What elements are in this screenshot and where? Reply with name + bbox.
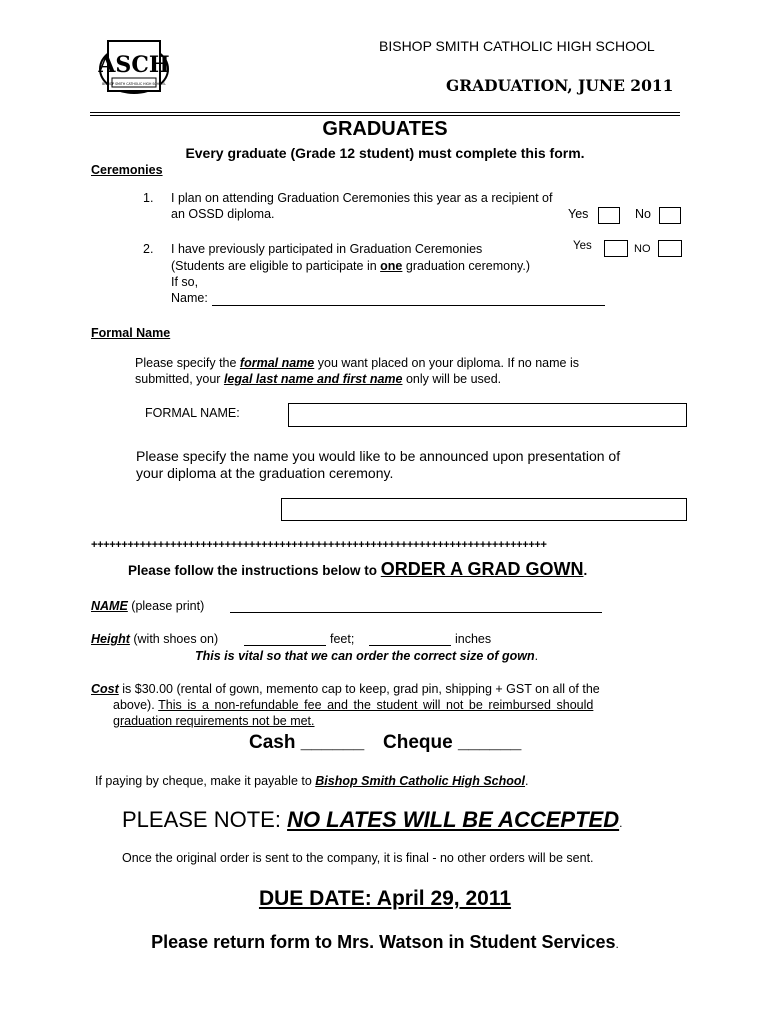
formal-name-p1-line2: submitted, your legal last name and first name only will be used. [135, 372, 502, 386]
item2-text-line1: I have previously participated in Graduation Ceremonies [171, 242, 483, 256]
logo-motto: BISHOP SMITH CATHOLIC HIGH SCHOOL [102, 82, 166, 86]
gown-intro: Please follow the instructions below to ORDER A GRAD GOWN. [128, 559, 588, 579]
item1-text-line1: I plan on attending Graduation Ceremonies this year as a recipient of [171, 191, 553, 205]
logo-text: ASCH [98, 52, 170, 78]
height-feet-line[interactable] [244, 645, 326, 646]
item2-text-line2: (Students are eligible to participate in one graduation ceremony.) [171, 259, 531, 273]
item2-number: 2. [143, 242, 154, 256]
school-name: BISHOP SMITH CATHOLIC HIGH SCHOOL [379, 38, 655, 54]
formal-name-input[interactable] [288, 403, 687, 427]
height-note: This is vital so that we can order the correct size of gown. [195, 649, 539, 663]
return-instructions: Please return form to Mrs. Watson in Student Services. [151, 932, 619, 952]
announced-name-input[interactable] [281, 498, 687, 521]
item2-yes-checkbox[interactable] [604, 240, 628, 257]
gown-height-label: Height (with shoes on) [91, 632, 219, 646]
formal-name-p2-line2: your diploma at the graduation ceremony. [136, 465, 394, 481]
cash-option[interactable]: Cash ______ [249, 732, 365, 753]
gown-name-line[interactable] [230, 612, 602, 613]
final-order-text: Once the original order is sent to the company, it is final - no other orders will be sent. [122, 851, 594, 865]
item1-no-label: No [635, 207, 651, 221]
due-date: DUE DATE: April 29, 2011 [258, 887, 512, 910]
height-feet-label: feet; [330, 632, 355, 646]
school-logo [98, 38, 170, 100]
item1-number: 1. [143, 191, 154, 205]
payable-text: If paying by cheque, make it payable to Bishop Smith Catholic High School. [95, 774, 529, 788]
item2-no-checkbox[interactable] [658, 240, 682, 257]
header-rule-2 [90, 115, 680, 116]
ceremonies-heading: Ceremonies [91, 163, 163, 177]
header-rule-1 [90, 112, 680, 113]
gown-name-label: NAME (please print) [91, 599, 205, 613]
cheque-option[interactable]: Cheque ______ [383, 732, 522, 753]
height-inches-line[interactable] [369, 645, 451, 646]
event-title: GRADUATION, JUNE 2011 [446, 76, 674, 95]
cost-line2: above). This is a non-refundable fee and the student will not be reimbursed should [113, 698, 594, 712]
page-title: GRADUATES [322, 118, 448, 140]
item1-no-checkbox[interactable] [659, 207, 681, 224]
item1-yes-label: Yes [568, 207, 589, 221]
formal-name-heading: Formal Name [91, 326, 171, 340]
cost-line3: graduation requirements not be met. [113, 714, 315, 728]
item2-yes-label: Yes [573, 240, 592, 252]
item1-text-line2: an OSSD diploma. [171, 207, 275, 221]
formal-name-field-label: FORMAL NAME: [145, 406, 240, 420]
formal-name-p1-line1: Please specify the formal name you want placed on your diploma. If no name is [135, 356, 579, 370]
cost-line1: Cost is $30.00 (rental of gown, memento cap to keep, grad pin, shipping + GST on all of the [91, 682, 600, 696]
separator: +++++++++++++++++++++++++++++++++++++++++++++++++++++++++++++++++++++++++++ [91, 539, 547, 551]
item2-name-label: Name: [171, 291, 208, 305]
please-note: PLEASE NOTE: NO LATES WILL BE ACCEPTED. [122, 807, 623, 832]
page-subtitle: Every graduate (Grade 12 student) must complete this form. [185, 145, 585, 161]
item2-text-line3: If so, [171, 275, 199, 289]
height-inches-label: inches [455, 632, 492, 646]
item2-name-line[interactable] [212, 305, 605, 306]
formal-name-p2-line1: Please specify the name you would like to be announced upon presentation of [136, 448, 621, 464]
item2-no-label: NO [634, 243, 651, 255]
item1-yes-checkbox[interactable] [598, 207, 620, 224]
